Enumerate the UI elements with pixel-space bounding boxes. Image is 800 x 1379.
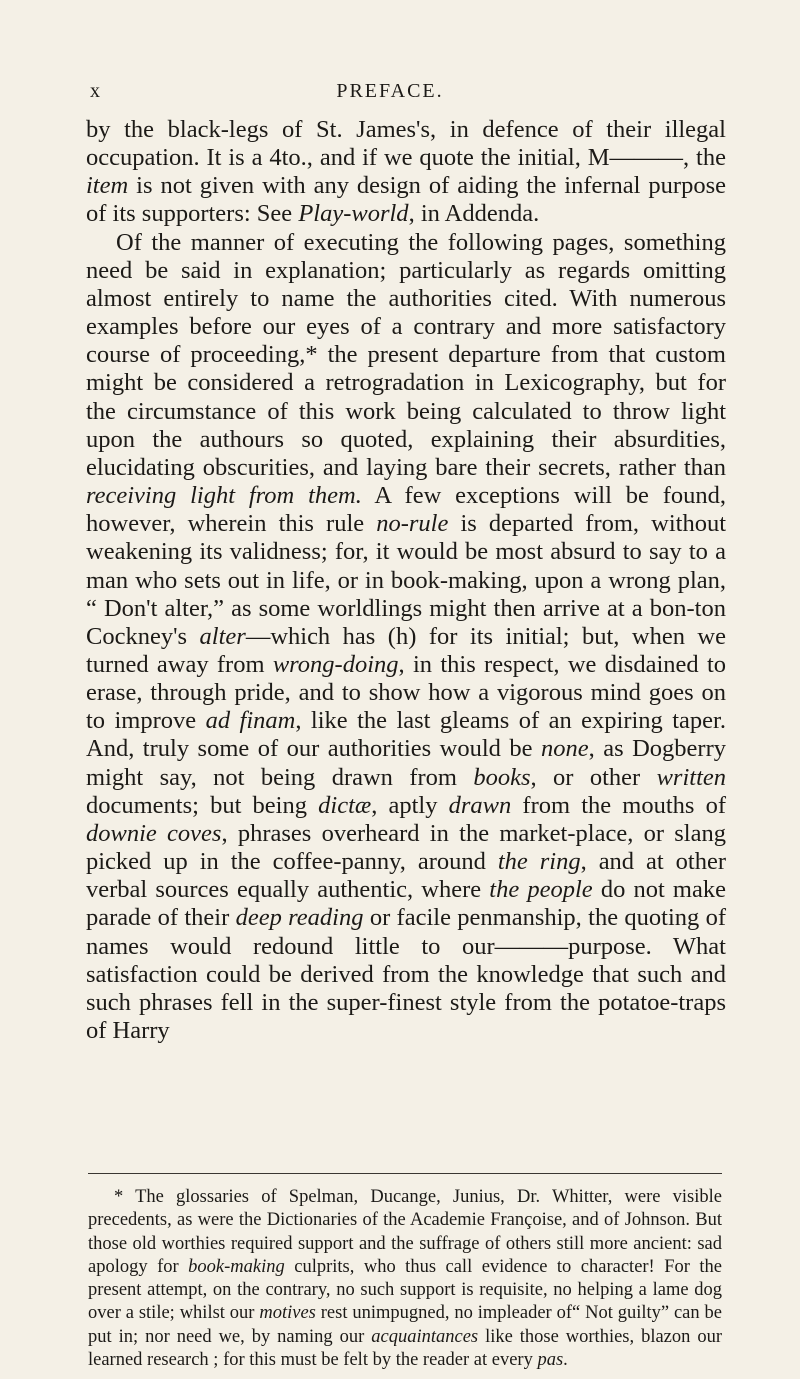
italic-run: no-rule — [376, 510, 449, 538]
running-head: PREFACE. — [336, 80, 444, 102]
text-run: , in Addenda. — [408, 200, 540, 228]
italic-run: dictæ — [318, 791, 372, 819]
text-run: , and at other verbal sources equally authentic, where — [86, 848, 726, 904]
italic-run: downie coves — [86, 819, 222, 847]
footnote-paragraph — [88, 1186, 722, 1372]
text-run: is not given with any design of aiding the infernal purpose of its supporters: See — [86, 172, 726, 228]
italic-run: item — [86, 172, 129, 200]
page-number: x — [90, 80, 101, 102]
paragraph-1 — [86, 116, 726, 229]
text-run: , phrases overheard in the market-place, or slang picked up in the coffee-panny, around — [86, 819, 726, 876]
paragraph-2 — [86, 229, 726, 1046]
page-header — [60, 80, 720, 110]
italic-run: ad finam — [205, 707, 296, 735]
italic-run: wrong-doing — [272, 650, 399, 678]
footnote-divider — [88, 1173, 722, 1174]
text-run: rest unimpugned, no impleader of“ Not guilty” can be put in; nor need we, by naming our — [88, 1303, 722, 1347]
italic-run: the people — [489, 876, 593, 904]
text-run: * The glossaries of Spelman, Ducange, Junius, Dr. Whitter, were visible precedents, as were the Dictionaries of the Academie Françoise, and of Johnson. But those old worthies required support and the suffrage of others still more ancient: sad apology for — [88, 1187, 722, 1277]
italic-run: pas — [537, 1350, 564, 1371]
text-run: , as Dogberry might say, not being drawn from — [86, 735, 726, 791]
text-run: Of the manner of executing the following pages, something need be said in explanation; particularly as regards omitting almost entirely to name the authorities cited. With numerous examples before our eyes of a contrary and more satisfactory course of proceeding,* the present departure from that custom might be considered a retrogradation in Lexicography, but for the circumstance of this work being calculated to throw light upon the authours so quoted, explaining their absurdities, elucidating obscurities, and laying bare their secrets, rather than — [86, 228, 726, 481]
italic-run: Play-world — [298, 200, 409, 228]
text-run: A few exceptions will be found, however, wherein this rule — [86, 482, 727, 538]
italic-run: deep reading — [235, 904, 364, 932]
italic-run: acquaintances — [371, 1326, 479, 1347]
text-run: do not make parade of their — [86, 876, 726, 932]
text-run: like those worthies, blazon our learned research ; for this must be felt by the reader at every — [88, 1326, 722, 1371]
italic-run: the ring — [497, 848, 581, 876]
text-run: . — [563, 1350, 568, 1371]
italic-run: drawn — [448, 791, 512, 819]
text-run: , in this respect, we disdained to erase, through pride, and to show how a vigorous mind goes on to improve — [86, 650, 726, 735]
text-run: is departed from, without weakening its validness; for, it would be most absurd to say to a man who sets out in life, or in book-making, upon a wrong plan, “ Don't alter,” as some worldlings might then arrive at a bon-ton Cockney's — [86, 510, 726, 650]
italic-run: motives — [259, 1303, 316, 1324]
body-text — [86, 116, 726, 1045]
text-run: from the mouths of — [511, 791, 726, 819]
text-run: documents; but being — [86, 791, 319, 819]
italic-run: none — [541, 735, 589, 763]
text-run: culprits, who thus call evidence to character! For the present attempt, on the contrary, no such support is requisite, no helping a lame dog over a stile; whilst our — [88, 1256, 722, 1324]
text-run: , aptly — [371, 791, 449, 819]
text-run: or facile penmanship, the quoting of names would redound little to our———purpose. What satisfaction could be derived from the knowledge that such and such phrases fell in the super-finest style from the potatoe-traps of Harry — [86, 904, 727, 1044]
italic-run: book-making — [188, 1256, 285, 1277]
text-run: by the black-legs of St. James's, in defence of their illegal occupation. It is a 4to., and if we quote the initial, M———, the — [86, 116, 726, 172]
italic-run: written — [656, 763, 727, 791]
italic-run: alter — [199, 622, 246, 650]
italic-run: books — [473, 763, 531, 791]
italic-run: receiving light from them. — [86, 482, 362, 510]
text-run: , like the last gleams of an expiring taper. And, truly some of our authorities would be — [86, 707, 726, 763]
text-run: , or other — [530, 763, 657, 791]
footnote — [88, 1186, 722, 1372]
text-run: —which has (h) for its initial; but, when we turned away from — [86, 622, 726, 678]
